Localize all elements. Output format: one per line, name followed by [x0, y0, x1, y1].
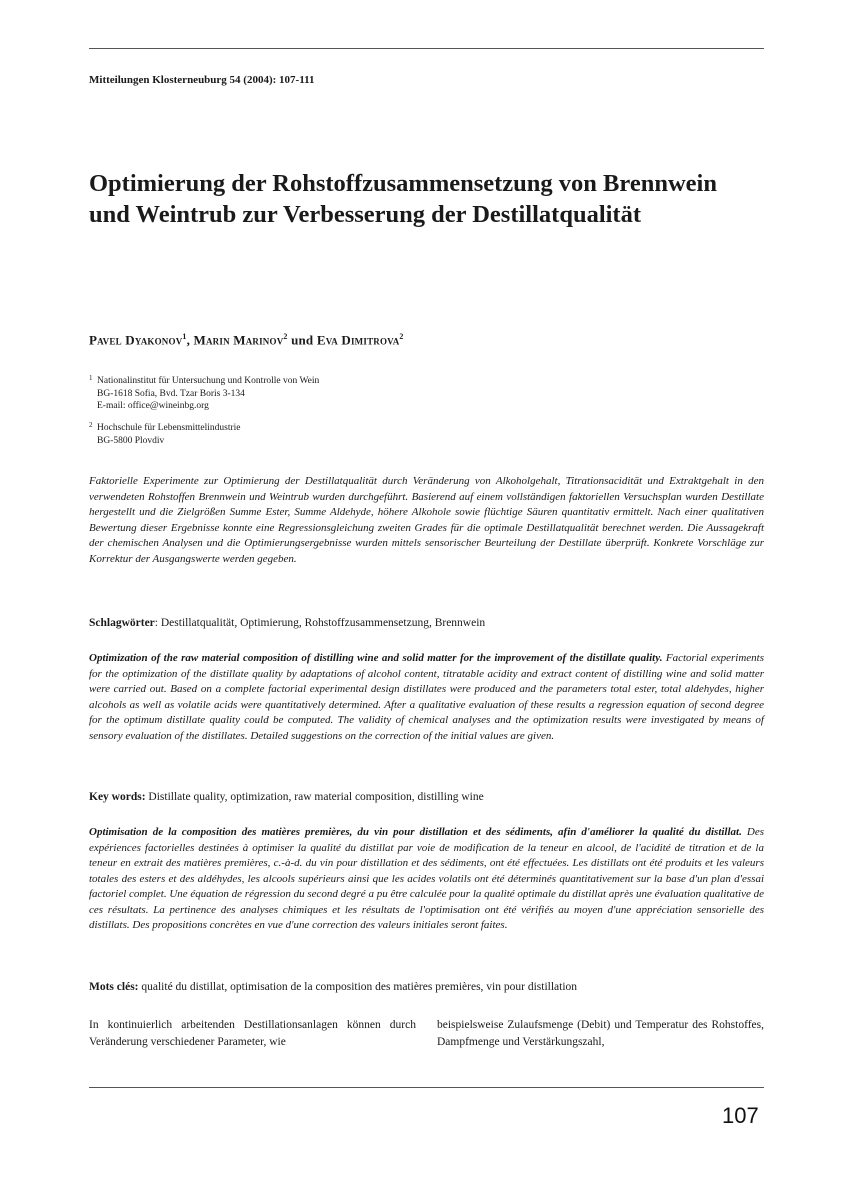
- header-rule: [89, 48, 764, 49]
- author-affiliation-mark: 1: [182, 332, 187, 341]
- affiliation-line: BG-1618 Sofia, Bvd. Tzar Boris 3-134: [97, 388, 245, 399]
- affiliation-line: Nationalinstitut für Untersuchung und Kontrolle von Wein: [97, 376, 320, 386]
- abstract-english: [89, 651, 764, 744]
- affiliation-number: 1: [89, 374, 93, 382]
- author-separator: ,: [186, 332, 194, 348]
- keywords-french: [89, 979, 764, 995]
- affiliation-line: BG-5800 Plovdiv: [97, 435, 165, 446]
- author-separator: und: [287, 332, 317, 348]
- keywords-text: qualité du distillat, optimisation de la composition des matières premières, vin pour distillation: [138, 981, 578, 993]
- page-number: 107: [722, 1103, 759, 1128]
- author-line: [89, 332, 404, 348]
- footer-rule: [89, 1087, 764, 1088]
- keywords-label: Schlagwörter: [89, 617, 155, 629]
- author-name: Pavel Dyakonov: [89, 332, 183, 348]
- abstract-french-text: Des expériences factorielles destinées à optimiser la qualité du distillat par voie de modification de la teneur en alcool, de l'acidité de titration et de la teneur en extrait des matières premières, c.-à-d. du vin pour distillation et des sédiments, ont été effectuées. Les distillats ont été produits et les valeurs totales des esters et des aldéhydes, les alcools supérieurs ainsi que les acides volatils ont été déterminés quantitativement sur la base d'un plan d'essai factoriel complet. Une équation de régression du second degré a pu être calculée pour la qualité optimale du distillat après une évaluation qualitative de ces résultats. La pertinence des analyses chimiques et les résultats de l'optimisation ont été vérifiés au moyen d'une appréciation sensorielle des distillats. Des propositions concrètes en vue d'une correction des valeurs initiales seront faites.: [89, 826, 765, 931]
- body-column-left: In kontinuierlich arbeitenden Destillationsanlagen können durch Veränderung verschiedener Parameter, wie: [89, 1019, 416, 1048]
- keywords-text: : Destillatqualität, Optimierung, Rohstoffzusammensetzung, Brennwein: [154, 617, 486, 629]
- keywords-english: [89, 789, 764, 805]
- body-column-right: beispielsweise Zulaufsmenge (Debit) und Temperatur des Rohstoffes, Dampfmenge und Verstärkungszahl,: [437, 1019, 764, 1048]
- journal-citation: Mitteilungen Klosterneuburg 54 (2004): 107-111: [89, 74, 315, 86]
- author-affiliation-mark: 2: [283, 332, 288, 341]
- abstract-english-heading: Optimization of the raw material composition of distilling wine and solid matter for the improvement of the distillate quality.: [89, 652, 663, 664]
- affiliation-line: Hochschule für Lebensmittelindustrie: [97, 423, 241, 433]
- affiliation-email: E-mail: office@wineinbg.org: [97, 401, 209, 411]
- affiliation-2: [89, 419, 241, 447]
- author-affiliation-mark: 2: [399, 332, 404, 341]
- author-name: Eva Dimitrova: [316, 332, 400, 348]
- keywords-german: [89, 615, 764, 631]
- keywords-text: Distillate quality, optimization, raw material composition, distilling wine: [145, 791, 484, 803]
- article-title: Optimierung der Rohstoffzusammensetzung von Brennwein und Weintrub zur Verbesserung der Destillatqualität: [89, 170, 717, 228]
- abstract-french-heading: Optimisation de la composition des matières premières, du vin pour distillation et des sédiments, afin d'améliorer la qualité du distillat.: [89, 826, 742, 838]
- keywords-label: Mots clés:: [89, 981, 139, 993]
- author-name: Marin Marinov: [193, 332, 284, 348]
- abstract-french: [89, 825, 764, 934]
- abstract-english-text: Factorial experiments for the optimization of the distillate quality by adaptations of alcohol content, titratable acidity and extract content of distilling wine and solid matter were carried out. Based on a complete factorial experimental design distillates were produced and the parameters total ester, total aldehydes, higher alcohols as well as volatile acids were quantitatively determined. After a qualitative evaluation of these results a regression equation of second degree for the optimum distillate quality could be computed. The validity of chemical analyses and the optimization results were investigated by means of sensory evaluation of the distillates. Detailed suggestions on the correction of the initial values are given.: [89, 652, 764, 742]
- keywords-label: Key words:: [89, 791, 146, 803]
- abstract-german-text: Faktorielle Experimente zur Optimierung der Destillatqualität durch Veränderung von Alkoholgehalt, Titrationsacidität und Extraktgehalt in den verwendeten Rohstoffen Brennwein und Weintrub wurden durchgeführt. Basierend auf einem vollständigen faktoriellen Versuchsplan wurden Destillate hergestellt und die Zielgrößen Summe Ester, Summe Aldehyde, höhere Alkohole sowie flüchtige Säuren quantitativ ermittelt. Nach einer qualitativen Bewertung dieser Ergebnisse konnte eine Regressionsgleichung zweiten Grades für die optimale Destillatqualität berechnet werden. Die Aussagekraft der chemischen Analysen und die Optimierungsergebnisse wurden mittels sensorischer Beurteilung der Destillate überprüft. Konkrete Vorschläge zur Korrektur der Ausgangswerte werden gegeben.: [89, 475, 764, 565]
- affiliation-1: [89, 372, 319, 413]
- affiliation-number: 2: [89, 421, 93, 429]
- abstract-german: [89, 474, 764, 567]
